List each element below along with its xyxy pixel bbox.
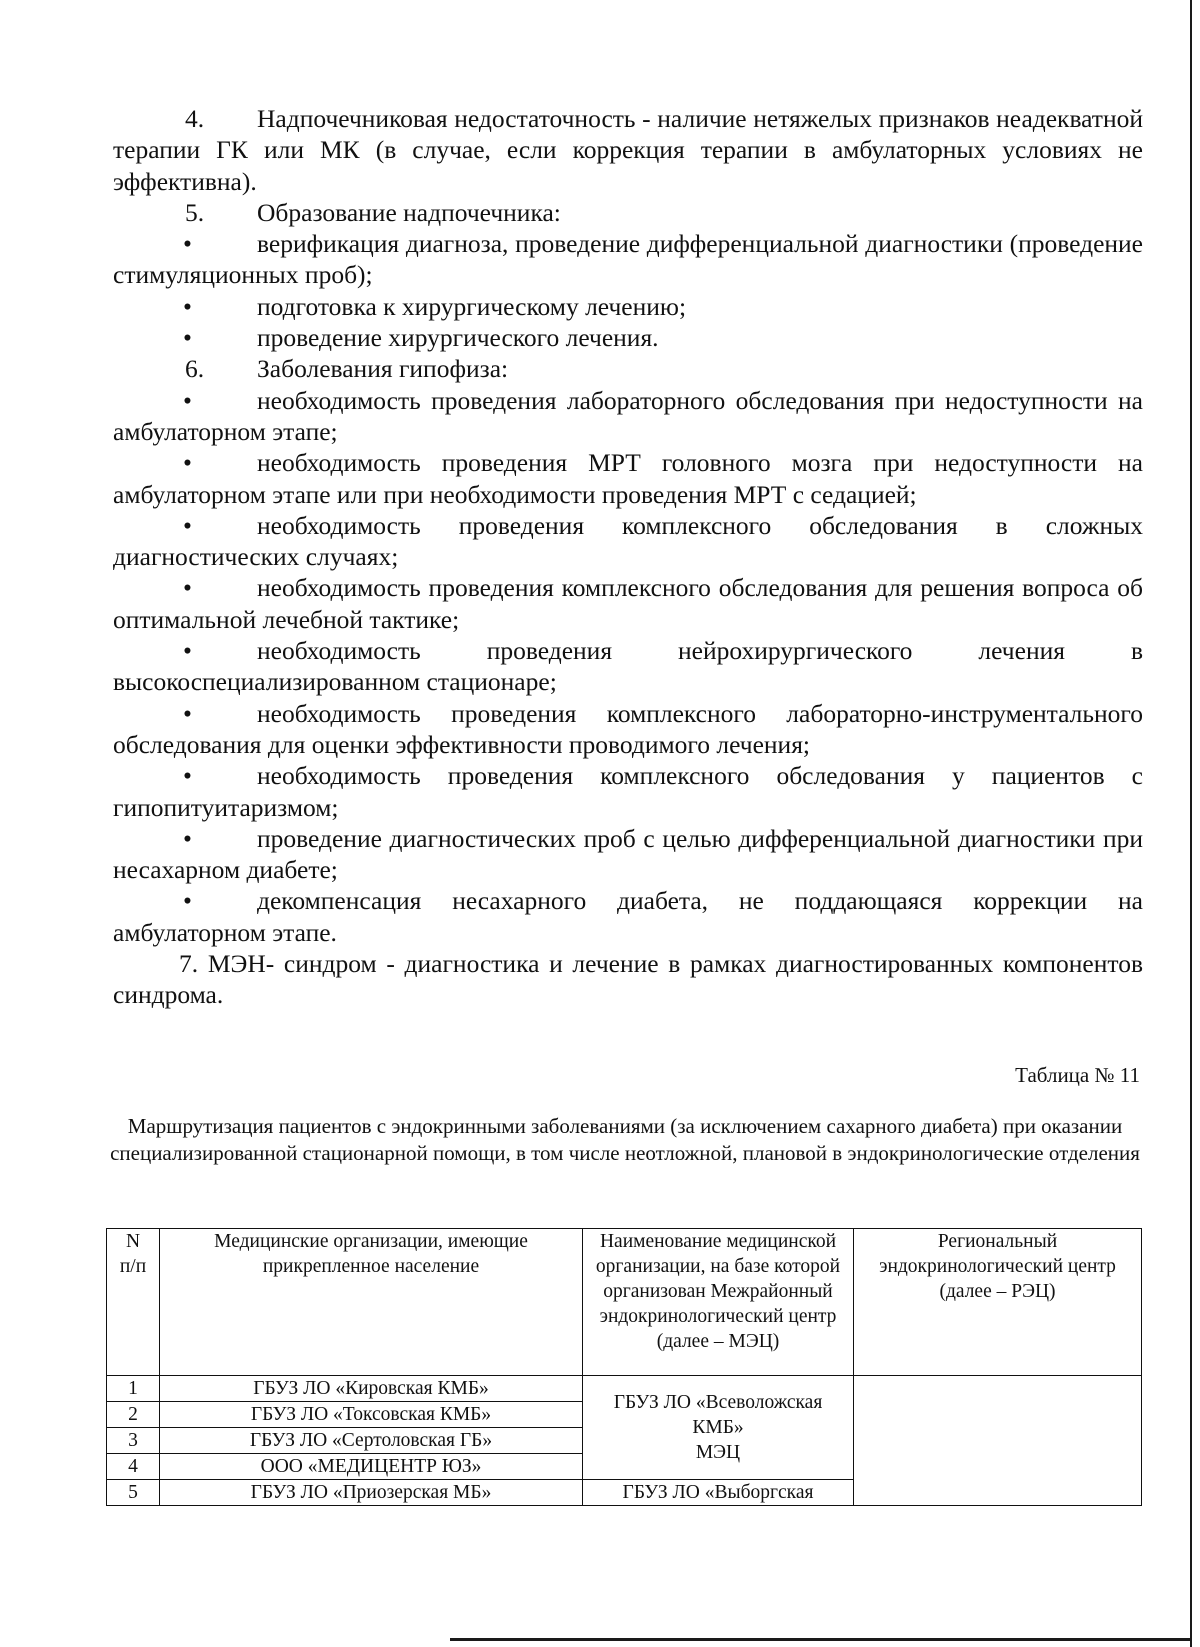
paragraph-text: Образование надпочечника: [257, 197, 561, 227]
header-mec: Наименование медицинской организации, на базе которой организован Межрайонный эндокринологический центр (далее – МЭЦ) [583, 1229, 854, 1376]
bullet-item [113, 228, 1143, 291]
scan-bottom-edge [450, 1638, 1190, 1641]
bullet-text: необходимость проведения комплексного обследования для решения вопроса об оптимальной лечебной тактике; [113, 573, 1143, 634]
bullet-item [113, 291, 1143, 322]
bullet-icon: • [183, 636, 192, 666]
bullet-text: необходимость проведения лабораторного обследования при недоступности на амбулаторном этапе; [113, 385, 1143, 446]
paragraph-6 [113, 353, 1143, 384]
bullet-text: проведение диагностических проб с целью дифференциальной диагностики при несахарном диабете; [113, 823, 1143, 885]
bullet-icon: • [183, 886, 192, 916]
paragraph-text: Надпочечниковая недостаточность - наличие нетяжелых признаков неадекватной терапии ГК или МК (в случае, если коррекция терапии в амбулаторных условиях не эффективна). [113, 104, 1143, 196]
bullet-icon: • [183, 291, 192, 321]
routing-table [106, 1228, 1142, 1506]
bullet-text: декомпенсация несахарного диабета, не поддающаяся коррекции на амбулаторном этапе. [113, 886, 1143, 947]
bullet-text: необходимость проведения комплексного обследования у пациентов с гипопитуитаризмом; [113, 761, 1143, 822]
bullet-item [113, 385, 1143, 448]
bullet-item [113, 760, 1143, 823]
mec-cell: ГБУЗ ЛО «Выборгская [583, 1480, 854, 1506]
bullet-text: проведение хирургического лечения. [257, 323, 659, 353]
rec-cell [854, 1376, 1142, 1506]
row-number: 4 [107, 1454, 160, 1480]
paragraph-number: 5. [185, 197, 205, 227]
bullet-icon: • [183, 323, 192, 353]
table-title: Маршрутизация пациентов с эндокринными заболеваниями (за исключением сахарного диабета) при оказании специализированной стационарной помощи, в том числе неотложной, плановой в эндокринологические отделения [110, 1114, 1140, 1165]
row-organization: ГБУЗ ЛО «Приозерская МБ» [160, 1480, 583, 1506]
bullet-icon: • [183, 229, 192, 259]
bullet-text: необходимость проведения комплексного обследования в сложных диагностических случаях; [113, 510, 1143, 572]
table-header-row [107, 1229, 1142, 1376]
paragraph-5 [113, 197, 1143, 228]
row-number: 5 [107, 1480, 160, 1506]
header-number: N п/п [107, 1229, 160, 1376]
bullet-icon: • [183, 573, 192, 603]
bullet-icon: • [183, 510, 192, 540]
document-body [113, 103, 1143, 1011]
bullet-item [113, 510, 1143, 573]
bullet-text: необходимость проведения комплексного лабораторно-инструментального обследования для оценки эффективности проводимого лечения; [113, 698, 1143, 759]
paragraph-number: 4. [185, 104, 205, 133]
paragraph-number: 6. [185, 354, 205, 384]
paragraph-7 [113, 948, 1143, 1011]
bullet-text: необходимость проведения МРТ головного мозга при недоступности на амбулаторном этапе или при необходимости проведения МРТ с седацией; [113, 448, 1143, 509]
paragraph-text: 7. МЭН- синдром - диагностика и лечение в рамках диагностированных компонентов синдрома. [113, 949, 1143, 1010]
bullet-item [113, 823, 1143, 886]
row-number: 1 [107, 1376, 160, 1402]
bullet-icon: • [183, 385, 192, 415]
bullet-icon: • [183, 823, 192, 853]
paragraph-text: Заболевания гипофиза: [257, 354, 509, 384]
table-caption: Таблица № 11 [1015, 1063, 1140, 1087]
bullet-icon: • [183, 698, 192, 728]
bullet-text: необходимость проведения нейрохирургического лечения в высокоспециализированном стационаре; [113, 636, 1143, 697]
header-organizations: Медицинские организации, имеющие прикрепленное население [160, 1229, 583, 1376]
bullet-text: верификация диагноза, проведение дифференциальной диагностики (проведение стимуляционных проб); [113, 229, 1143, 290]
paragraph-4 [113, 103, 1143, 197]
row-organization: ГБУЗ ЛО «Сертоловская ГБ» [160, 1428, 583, 1454]
bullet-item [113, 635, 1143, 698]
bullet-text: подготовка к хирургическому лечению; [257, 291, 687, 321]
row-organization: ООО «МЕДИЦЕНТР ЮЗ» [160, 1454, 583, 1480]
table-row [107, 1376, 1142, 1402]
scan-right-edge [1190, 0, 1192, 1647]
bullet-item [113, 572, 1143, 635]
header-rec: Региональный эндокринологический центр (далее – РЭЦ) [854, 1229, 1142, 1376]
row-organization: ГБУЗ ЛО «Токсовская КМБ» [160, 1402, 583, 1428]
row-organization: ГБУЗ ЛО «Кировская КМБ» [160, 1376, 583, 1402]
bullet-item [113, 885, 1143, 948]
row-number: 3 [107, 1428, 160, 1454]
mec-cell: ГБУЗ ЛО «Всеволожская КМБ» МЭЦ [583, 1376, 854, 1480]
bullet-item [113, 447, 1143, 510]
bullet-icon: • [183, 761, 192, 791]
bullet-item [113, 698, 1143, 761]
row-number: 2 [107, 1402, 160, 1428]
bullet-item [113, 322, 1143, 353]
bullet-icon: • [183, 448, 192, 478]
